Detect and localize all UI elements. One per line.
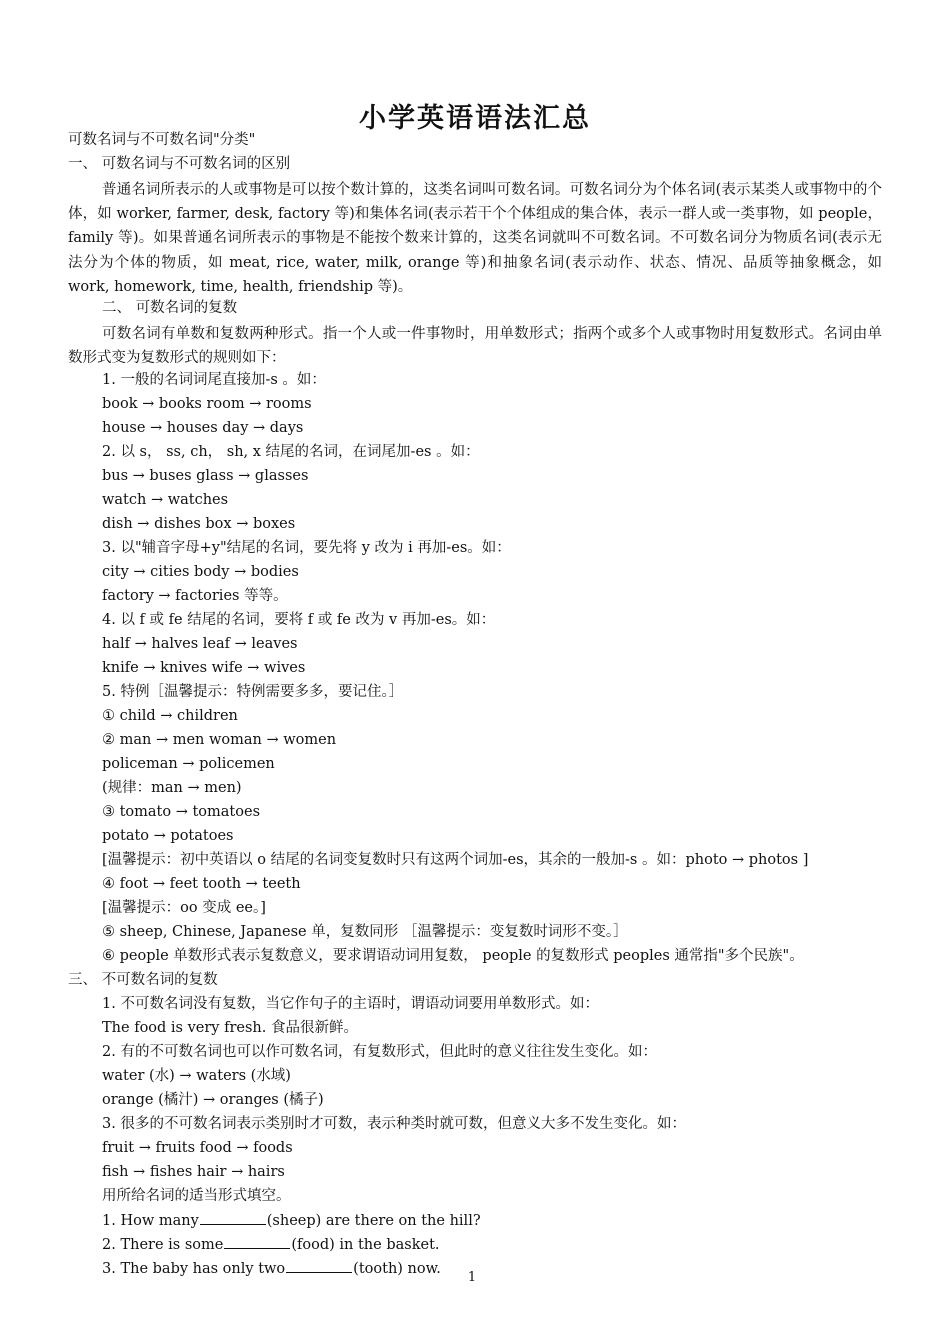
- exercise-text: 2. There is some: [102, 1237, 224, 1253]
- example-line: half → halves leaf → leaves: [102, 636, 298, 652]
- example-line: ③ tomato → tomatoes: [102, 804, 261, 820]
- tip-line: [温馨提示：初中英语以 o 结尾的名词变复数时只有这两个词加-es，其余的一般加-s 。如：photo → photos ]: [102, 852, 809, 868]
- example-line: fruit → fruits food → foods: [102, 1140, 293, 1156]
- section2-heading: 二、 可数名词的复数: [102, 300, 238, 316]
- rule-1: 1. 一般的名词词尾直接加-s 。如：: [102, 372, 326, 388]
- example-line: ④ foot → feet tooth → teeth: [102, 876, 301, 892]
- example-line: ① child → children: [102, 708, 238, 724]
- exercise-item: [102, 1234, 440, 1255]
- rule-2: 2. 以 s， ss, ch， sh, x 结尾的名词，在词尾加-es 。如：: [102, 444, 480, 460]
- example-line: dish → dishes box → boxes: [102, 516, 296, 532]
- exercise-text: (tooth) now.: [353, 1261, 441, 1277]
- section2-paragraph: 可数名词有单数和复数两种形式。指一个人或一件事物时，用单数形式；指两个或多个人或事物时用复数形式。名词由单数形式变为复数形式的规则如下：: [68, 326, 882, 367]
- rule-line: 2. 有的不可数名词也可以作可数名词，有复数形式，但此时的意义往往发生变化。如：: [102, 1044, 657, 1060]
- page-number: 1: [467, 1270, 477, 1285]
- rule-line: 3. 很多的不可数名词表示类别时才可数，表示种类时就可数，但意义大多不发生变化。如：: [102, 1116, 686, 1132]
- example-line: ② man → men woman → women: [102, 732, 337, 748]
- example-line: factory → factories 等等。: [102, 588, 288, 604]
- rule-3: 3. 以"辅音字母+y"结尾的名词，要先将 y 改为 i 再加-es。如：: [102, 540, 511, 556]
- rule-4: 4. 以 f 或 fe 结尾的名词，要将 f 或 fe 改为 v 再加-es。如：: [102, 612, 496, 628]
- example-line: watch → watches: [102, 492, 229, 508]
- example-line: ⑥ people 单数形式表示复数意义，要求谓语动词用复数， people 的复数形式 peoples 通常指"多个民族"。: [102, 948, 804, 964]
- exercise-text: (food) in the basket.: [291, 1237, 440, 1253]
- rule-line: 1. 不可数名词没有复数，当它作句子的主语时，谓语动词要用单数形式。如：: [102, 996, 599, 1012]
- example-line: ⑤ sheep, Chinese, Japanese 单，复数同形 ［温馨提示：变复数时词形不变。］: [102, 924, 628, 940]
- example-line: city → cities body → bodies: [102, 564, 299, 580]
- exercise-text: 3. The baby has only two: [102, 1261, 286, 1277]
- exercise-text: 1. How many: [102, 1213, 199, 1229]
- section1-paragraph: 普通名词所表示的人或事物是可以按个数计算的，这类名词叫可数名词。可数名词分为个体名词(表示某类人或事物中的个体，如 worker, farmer, desk, factory 等)和集体名词(表示若干个个体组成的集合体，表示一群人或一类事物，如 people，family 等)。如果普通名词所表示的事物是不能按个数来计算的，这类名词就叫不可数名词。不可数名词分为物质名词(表示无法分为个体的物质，如 meat, rice, water, milk, orange 等)和抽象名词(表示动作、状态、情况、品质等抽象概念，如 work, homework, time, health, friendship 等)。: [68, 182, 882, 295]
- tip-line: [温馨提示：oo 变成 ee。]: [102, 900, 266, 916]
- exercise-instruction: 用所给名词的适当形式填空。: [102, 1188, 291, 1204]
- exercise-text: (sheep) are there on the hill?: [266, 1213, 481, 1229]
- page-title: 小学英语语法汇总: [359, 103, 591, 134]
- example-line: book → books room → rooms: [102, 396, 312, 412]
- example-line: bus → buses glass → glasses: [102, 468, 309, 484]
- intro-line: 可数名词与不可数名词"分类": [68, 132, 256, 148]
- example-line: knife → knives wife → wives: [102, 660, 306, 676]
- example-line: potato → potatoes: [102, 828, 234, 844]
- example-line: policeman → policemen: [102, 756, 275, 772]
- example-line: (规律：man → men): [102, 780, 242, 796]
- section1-heading: 一、 可数名词与不可数名词的区别: [68, 156, 291, 172]
- example-line: The food is very fresh. 食品很新鲜。: [102, 1020, 358, 1036]
- answer-blank[interactable]: [224, 1234, 290, 1249]
- exercise-item: [102, 1210, 481, 1231]
- answer-blank[interactable]: [200, 1210, 266, 1225]
- example-line: fish → fishes hair → hairs: [102, 1164, 285, 1180]
- section3-heading: 三、 不可数名词的复数: [68, 972, 218, 988]
- rule-5: 5. 特例［温馨提示：特例需要多多，要记住。］: [102, 684, 404, 700]
- example-line: orange (橘汁) → oranges (橘子): [102, 1092, 324, 1108]
- example-line: house → houses day → days: [102, 420, 304, 436]
- example-line: water (水) → waters (水域): [102, 1068, 291, 1084]
